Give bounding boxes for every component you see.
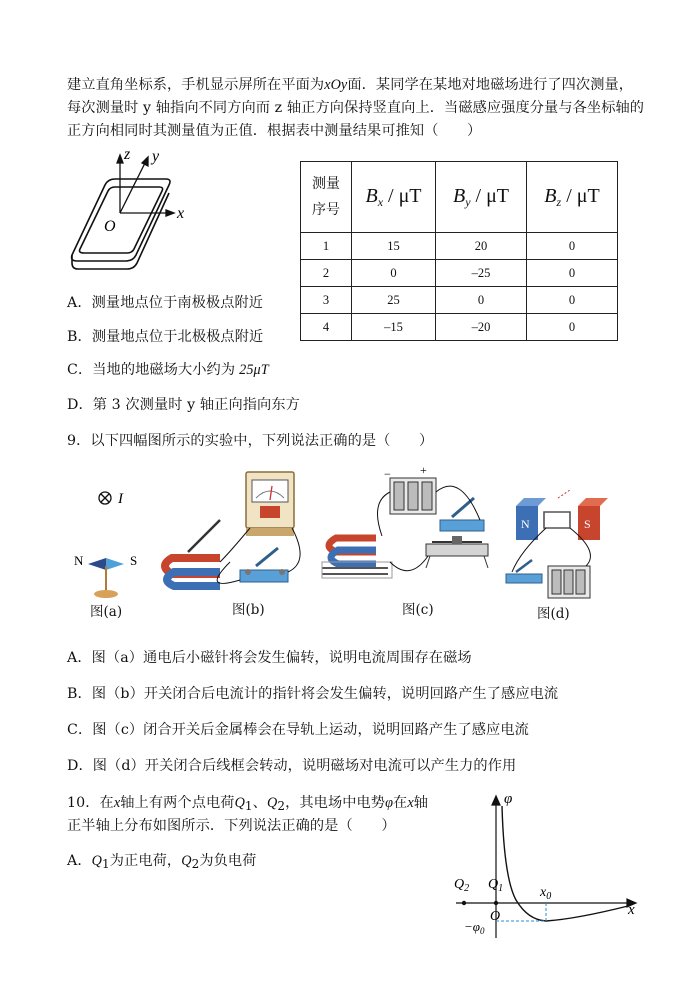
q9-option-c: C．图（c）闭合开关后金属棒会在导轨上运动，说明回路产生了感应电流 (67, 722, 529, 738)
figure-d-caption: 图(d) (537, 606, 570, 622)
magnet-s-label: S (584, 517, 591, 531)
origin-label: O (104, 218, 116, 235)
battery-icon (548, 566, 590, 598)
table-header-row (301, 162, 618, 233)
battery-icon (390, 478, 436, 514)
y-axis-label: y (152, 148, 160, 165)
q8-option-b: B．测量地点位于北极极点附近 (67, 329, 264, 345)
measurement-table (300, 161, 618, 341)
q9-figures (60, 462, 620, 622)
figure-b (165, 472, 300, 586)
q10-option-a: A．$Q_1$为正电荷，$Q_2$为负电荷 (67, 853, 257, 871)
q10-stem-line-2: 正半轴上分布如图所示．下列说法正确的是（ ） (67, 818, 396, 834)
horseshoe-magnet-icon (165, 558, 220, 586)
q8-option-c: C．当地的地磁场大小约为 25μT (67, 362, 269, 378)
charge-q2-point (462, 901, 466, 905)
header-bz: $B_z$ / μT (527, 162, 618, 233)
charge-q1-point (494, 901, 498, 905)
intro-line-2: 每次测量时 y 轴指向不同方向而 z 轴正方向保持竖直向上．当磁感应强度分量与各坐标轴的 (67, 100, 645, 116)
intro-line-1 (67, 74, 633, 94)
table-row: 2 0 –25 0 (301, 260, 618, 287)
figure-a-caption: 图(a) (90, 604, 123, 620)
current-label: I (118, 491, 123, 507)
q2-label: $Q_2$ (454, 877, 470, 894)
q9-option-a: A．图（a）通电后小磁针将会发生偏转，说明电流周围存在磁场 (67, 650, 472, 666)
table-row: 3 25 0 0 (301, 287, 618, 314)
bar-magnet-s-icon (578, 498, 608, 540)
current-into-page-icon (99, 492, 111, 504)
header-bx: $B_x$ / μT (352, 162, 436, 233)
compass-n-label: N (74, 553, 84, 568)
q9-stem: 9．以下四幅图所示的实验中，下列说法正确的是（ ） (67, 433, 434, 449)
header-serial: 测量 序号 (301, 162, 352, 233)
figure-d (506, 490, 608, 598)
xoy-plane-label: xOy (324, 77, 348, 93)
x0-label: $x_0$ (540, 885, 552, 902)
q8-option-d: D．第 3 次测量时 y 轴正向指向东方 (67, 397, 300, 413)
phone-icon (72, 179, 170, 269)
battery-plus-label: + (420, 463, 427, 477)
table-row: 4 –15 –20 0 (301, 314, 618, 341)
figure-a (74, 491, 137, 598)
q9-option-b: B．图（b）开关闭合后电流计的指针将会发生偏转，说明回路产生了感应电流 (67, 686, 559, 702)
intro-line-3: 正方向相同时其测量值为正值．根据表中测量结果可推知（ ） (67, 123, 482, 139)
table-row: 1 15 20 0 (301, 233, 618, 260)
q1-label: $Q_1$ (488, 877, 504, 894)
phone-axes-figure (60, 145, 200, 275)
battery-minus-label: − (384, 467, 391, 481)
potential-graph (446, 788, 646, 943)
horseshoe-magnet-icon (329, 538, 376, 564)
compass-s-label: S (130, 553, 138, 568)
intro-text-1a: 建立直角坐标系，手机显示屏所在平面为 (67, 77, 325, 93)
potential-curve (502, 806, 628, 921)
header-by: $B_y$ / μT (436, 162, 527, 233)
q8-option-a: A．测量地点位于南极极点附近 (67, 295, 264, 311)
q10-stem-line-1: 10．在x轴上有两个点电荷$Q_1$、$Q_2$，其电场中电势φ在x轴 (67, 795, 429, 813)
rheostat-icon (426, 536, 488, 568)
magnet-n-label: N (521, 517, 530, 531)
conductor-rod (188, 520, 220, 552)
figure-c-caption: 图(c) (402, 602, 434, 618)
q9-option-d: D．图（d）开关闭合后线框会转动，说明磁场对电流可以产生力的作用 (67, 758, 517, 774)
compass-needle-icon (88, 558, 124, 598)
field-value: 25μT (239, 362, 269, 378)
galvanometer-icon (246, 472, 294, 536)
origin-label: O (490, 909, 501, 924)
coordinate-axes (117, 155, 174, 216)
coil-frame (544, 512, 570, 528)
switch-icon (240, 548, 288, 582)
figure-c (322, 463, 488, 578)
switch-icon (506, 560, 542, 583)
figure-b-caption: 图(b) (232, 602, 265, 618)
intro-text-1b: 面．某同学在某地对地磁场进行了四次测量， (347, 77, 634, 93)
x-axis-label: x (177, 205, 185, 222)
minus-phi0-label: $-\varphi_0$ (464, 919, 485, 936)
phi-label: φ (504, 791, 513, 807)
x-axis-label: x (628, 902, 635, 918)
z-axis-label: z (124, 146, 131, 163)
